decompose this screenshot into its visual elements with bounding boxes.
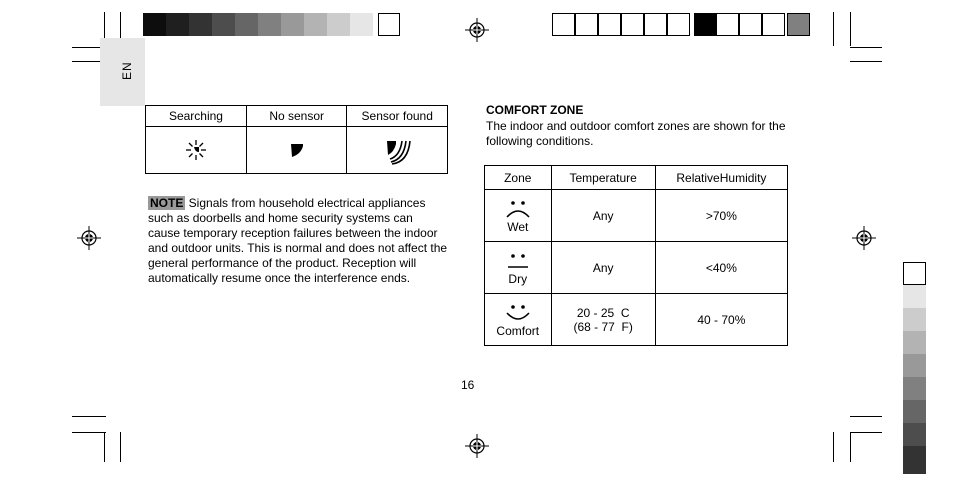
temperature-cell: Any bbox=[551, 190, 655, 242]
zone-name: Wet bbox=[507, 219, 529, 234]
sensor-found-icon bbox=[382, 135, 412, 165]
note-paragraph bbox=[148, 196, 448, 286]
page-number: 16 bbox=[461, 378, 475, 392]
temperature-cell: Any bbox=[551, 242, 655, 294]
zone-cell bbox=[485, 294, 552, 346]
header-humidity: RelativeHumidity bbox=[655, 166, 787, 190]
zone-cell bbox=[485, 242, 552, 294]
header-searching: Searching bbox=[146, 106, 247, 127]
smile-face-icon bbox=[503, 302, 533, 324]
sad-face-icon bbox=[503, 198, 533, 220]
no-sensor-icon bbox=[284, 137, 310, 163]
sensor-status-table bbox=[145, 105, 448, 174]
registration-mark-icon bbox=[465, 434, 489, 458]
temperature-fahrenheit: (68 - 77 F) bbox=[573, 319, 633, 334]
neutral-face-icon bbox=[503, 250, 533, 272]
registration-mark-icon bbox=[77, 226, 101, 250]
temperature-cell bbox=[551, 294, 655, 346]
header-sensor-found: Sensor found bbox=[347, 106, 448, 127]
note-text: Signals from household electrical appliances such as doorbells and home security systems can cause temporary reception failures between the indoor and outdoor units. This is normal and does not affect the general performance of the product. Reception will automatically resume once the interference ends. bbox=[148, 196, 448, 285]
zone-cell bbox=[485, 190, 552, 242]
header-zone: Zone bbox=[485, 166, 552, 190]
header-no-sensor: No sensor bbox=[246, 106, 347, 127]
note-label: NOTE bbox=[150, 196, 184, 210]
zone-name: Dry bbox=[508, 271, 528, 286]
temperature-celsius: 20 - 25 C bbox=[576, 305, 630, 320]
humidity-cell: <40% bbox=[655, 242, 787, 294]
table-row bbox=[485, 190, 788, 242]
humidity-cell: >70% bbox=[655, 190, 787, 242]
header-temperature: Temperature bbox=[551, 166, 655, 190]
comfort-zone-table bbox=[484, 165, 788, 346]
zone-name: Comfort bbox=[496, 323, 540, 338]
searching-cell bbox=[146, 127, 247, 174]
registration-mark-icon bbox=[852, 226, 876, 250]
searching-icon bbox=[183, 137, 209, 163]
humidity-cell: 40 - 70% bbox=[655, 294, 787, 346]
no-sensor-cell bbox=[246, 127, 347, 174]
language-label: EN bbox=[120, 61, 134, 80]
comfort-zone-intro: The indoor and outdoor comfort zones are shown for the following conditions. bbox=[486, 119, 786, 148]
registration-mark-icon bbox=[465, 18, 489, 42]
table-row bbox=[485, 294, 788, 346]
sensor-found-cell bbox=[347, 127, 448, 174]
table-row bbox=[485, 242, 788, 294]
comfort-zone-title: COMFORT ZONE bbox=[486, 103, 584, 117]
